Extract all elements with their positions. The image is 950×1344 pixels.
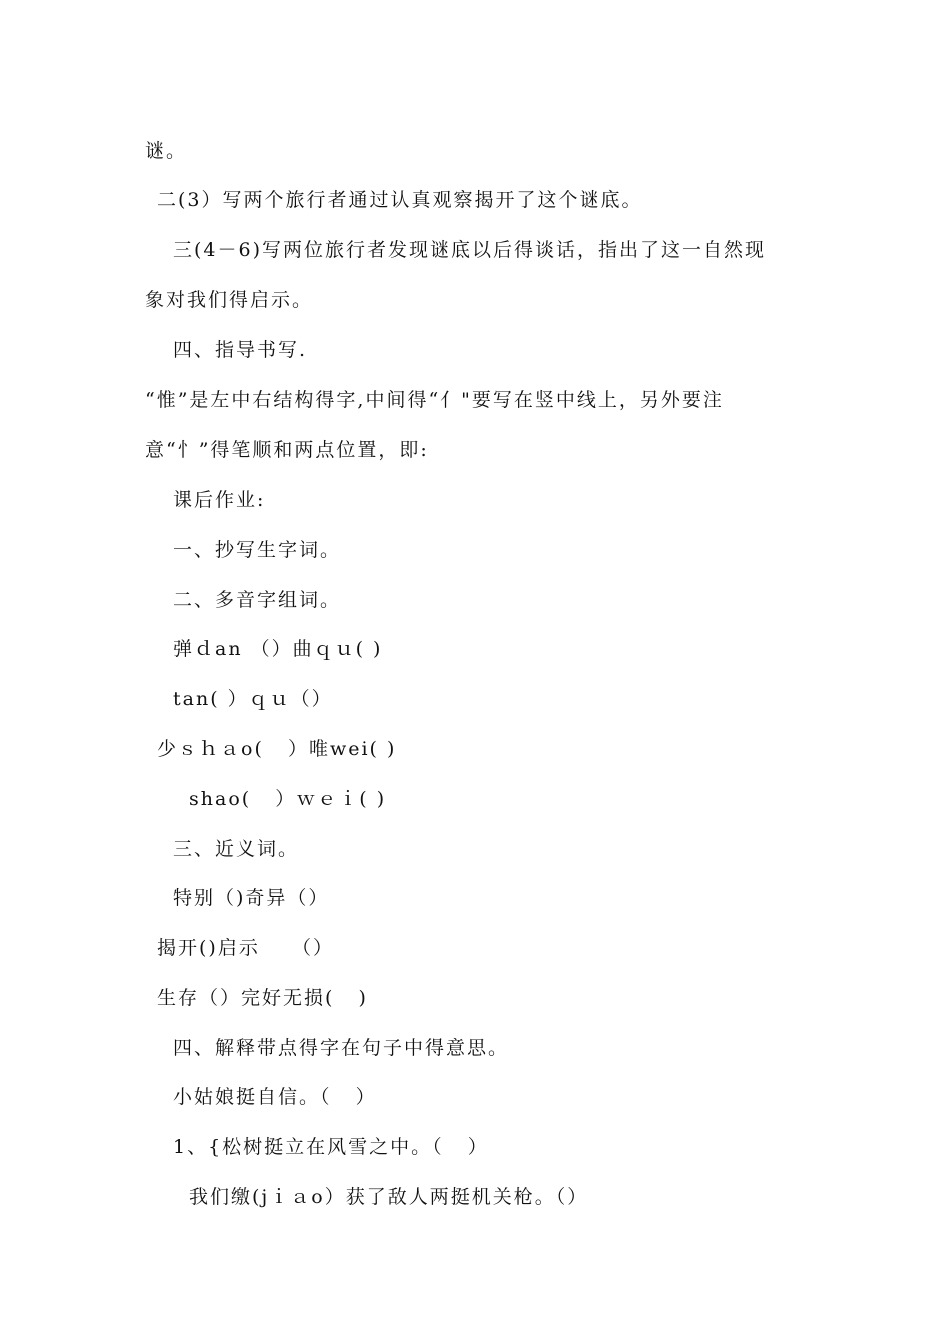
text-line: 三(4－6)写两位旅行者发现谜底以后得谈话，指出了这一自然现 — [173, 239, 767, 261]
text-line: 象对我们得启示。 — [145, 289, 314, 311]
text-line: 小姑娘挺自信。（ ） — [173, 1086, 377, 1108]
text-line: 谜。 — [145, 140, 188, 162]
text-line: 特别（)奇异（） — [173, 887, 330, 909]
text-line: 二、多音字组词。 — [173, 589, 342, 611]
text-line: 我们缴(jｉａo）获了敌人两挺机关枪。（） — [189, 1186, 589, 1208]
text-line: 意“忄”得笔顺和两点位置，即: — [145, 439, 429, 461]
text-line: 生存（）完好无损( ) — [157, 987, 368, 1009]
text-line: 少ｓｈａo( ）唯wei( ) — [157, 738, 397, 760]
text-line: shao( ）ｗｅｉ( ) — [189, 788, 387, 810]
text-line: 1、{松树挺立在风雪之中。（ ） — [173, 1136, 489, 1158]
text-line: 三、近义词。 — [173, 838, 300, 860]
text-line: 弹ｄan （）曲ｑｕ( ) — [173, 638, 383, 660]
text-line: 揭开()启示 （） — [157, 937, 334, 959]
text-line: tan( ）ｑｕ（） — [173, 688, 333, 710]
text-line: 二(3）写两个旅行者通过认真观察揭开了这个谜底。 — [157, 189, 643, 211]
text-line: 一、抄写生字词。 — [173, 539, 342, 561]
text-line: 四、指导书写. — [173, 339, 308, 361]
text-line: 课后作业: — [173, 489, 266, 511]
text-line: “惟”是左中右结构得字,中间得“亻"要写在竖中线上，另外要注 — [145, 389, 724, 411]
text-line: 四、解释带点得字在句子中得意思。 — [173, 1037, 510, 1059]
